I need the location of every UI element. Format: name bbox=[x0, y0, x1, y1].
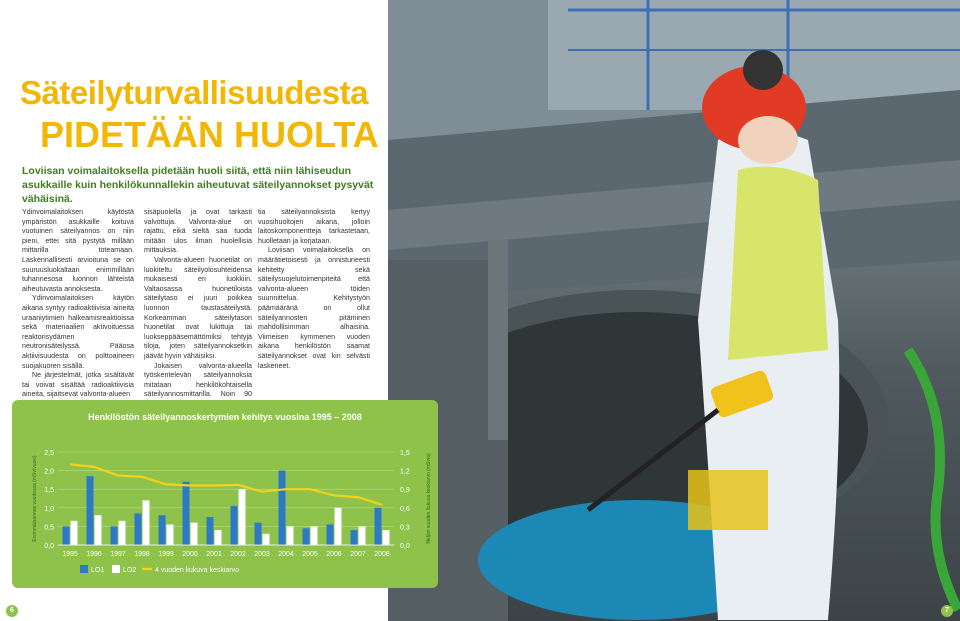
bar-lo2 bbox=[287, 526, 294, 545]
x-tick-label: 2000 bbox=[182, 551, 198, 558]
photo-illustration bbox=[388, 0, 960, 621]
bar-lo1 bbox=[255, 523, 262, 545]
x-tick-label: 1998 bbox=[134, 551, 150, 558]
bar-lo1 bbox=[351, 530, 358, 545]
legend-label-lo1: LO1 bbox=[91, 567, 105, 574]
bar-lo1 bbox=[231, 506, 238, 545]
bar-lo1 bbox=[327, 525, 334, 545]
bar-lo1 bbox=[159, 515, 166, 545]
bar-lo2 bbox=[215, 530, 222, 545]
bar-lo1 bbox=[135, 513, 142, 545]
x-tick-label: 2004 bbox=[278, 551, 294, 558]
bar-lo1 bbox=[63, 526, 70, 545]
x-tick-label: 1996 bbox=[86, 551, 102, 558]
x-tick-label: 1999 bbox=[158, 551, 174, 558]
y-tick-left: 1,0 bbox=[44, 505, 54, 513]
bar-lo2 bbox=[263, 534, 270, 545]
chart-title: Henkilöstön säteilyannoskertymien kehitys vuosina 1995 – 2008 bbox=[88, 412, 362, 422]
bar-lo1 bbox=[183, 482, 190, 545]
bar-lo2 bbox=[167, 525, 174, 545]
bar-lo2 bbox=[359, 526, 366, 545]
y-tick-right: 1,5 bbox=[400, 450, 410, 457]
bar-lo2 bbox=[191, 523, 198, 545]
legend-label-lo2: LO2 bbox=[123, 567, 137, 574]
bar-lo2 bbox=[335, 508, 342, 545]
x-tick-label: 2005 bbox=[302, 551, 318, 558]
y-tick-left: 0,5 bbox=[44, 524, 54, 532]
bar-lo2 bbox=[143, 500, 150, 545]
text-column-2 bbox=[144, 208, 252, 409]
paragraph: Jokaisen valvonta-alueella työskentelevän säteilyannoksia mitataan henkilökohtaisella säteilyannosmittarilla. Noin 90 bbox=[144, 361, 252, 399]
text-column-3 bbox=[258, 208, 370, 371]
x-tick-label: 2003 bbox=[254, 551, 270, 558]
legend-swatch-lo2 bbox=[112, 565, 120, 573]
y-tick-right: 0,3 bbox=[400, 524, 410, 532]
bar-lo1 bbox=[303, 528, 310, 545]
y-tick-left: 1,5 bbox=[44, 487, 54, 495]
page-number-right: 7 bbox=[941, 605, 953, 617]
y-tick-right: 0,9 bbox=[400, 487, 410, 495]
x-tick-label: 1997 bbox=[110, 551, 126, 558]
paragraph: tia säteilyannoksista kertyy vuosihuoltojen aikana, jolloin laitoskomponentteja tarkastetaan, huolletaan ja korjataan. bbox=[258, 208, 370, 245]
page-subtitle: PIDETÄÄN HUOLTA bbox=[40, 114, 379, 155]
bar-lo2 bbox=[119, 521, 126, 545]
chart-plot bbox=[12, 400, 438, 588]
legend-swatch-lo1 bbox=[80, 565, 88, 573]
bar-lo2 bbox=[71, 521, 78, 545]
paragraph: Ydinvoimalaitoksen käytön aikana syntyy radioaktiivisia aineita uraaniytimien halkeamisreaktioissa sekä materiaalien aktivoituessa reaktorisydämen neutronisäteilyssä. Pääosa aktiivisuudesta on polttoaineen suojakuoren sisällä. bbox=[22, 294, 134, 370]
x-tick-label: 2001 bbox=[206, 551, 222, 558]
y-tick-right: 0,6 bbox=[400, 505, 410, 513]
y-axis-label-left: Enimmäisannos vuodessa (mSv/vuosi) bbox=[32, 455, 38, 542]
dose-chart bbox=[12, 400, 438, 588]
y-tick-left: 2,5 bbox=[44, 450, 54, 457]
legend-label-average: 4 vuoden liukuva keskiarvo bbox=[155, 567, 240, 574]
bar-lo1 bbox=[279, 471, 286, 545]
page-number-left: 6 bbox=[6, 605, 18, 617]
x-tick-label: 1995 bbox=[62, 551, 78, 558]
y-tick-right: 0,0 bbox=[400, 543, 410, 550]
bar-lo1 bbox=[207, 517, 214, 545]
bar-lo2 bbox=[311, 526, 318, 545]
paragraph: Valvonta-alueen huonetilat on luokiteltu säteilyolosuhteidensa mukaisesti eri luokkiin. Valtaosassa huonetiloista säteilytaso ei juuri poikkea luonnon taustasäteilystä. Korkeamman säteilytason huonetilat ovat lukittuja tai luokseppääsemättömiksi tehtyjä tiloja, joten säteilyannoksetkin jäävät hyvin vähäisiksi. bbox=[144, 255, 252, 360]
bar-lo1 bbox=[87, 476, 94, 545]
y-axis-label-right: Neljän vuoden liukuva keskiarvo (mSv/a) bbox=[426, 453, 432, 544]
y-tick-left: 0,0 bbox=[44, 543, 54, 550]
x-tick-label: 2006 bbox=[326, 551, 342, 558]
lead-paragraph: Loviisan voimalaitoksella pidetään huoli siitä, että niin lähiseudun asukkaille kuin henkilökunnallekin aiheutuvat säteilyannokset pysyvät vähäisinä. bbox=[22, 165, 374, 205]
paragraph: Loviisan voimalaitoksella on määrätietoisesti ja onnistuneesti kehitetty sekä säteilysuojelutoimenpiteitä että valvonta-alueen töiden suunnittelua. Kehitystyön päämääränä on ollut säteilyannosten pitäminen mahdollisimman alhaisina. Viimeisen kymmenen vuoden aikana henkilöstön saamat säteilyannokset ovat kin selvästi laskeneet. bbox=[258, 246, 370, 370]
x-tick-label: 2008 bbox=[374, 551, 390, 558]
bar-lo2 bbox=[95, 515, 102, 545]
reactor-hall-photo bbox=[388, 0, 960, 621]
bar-lo1 bbox=[375, 508, 382, 545]
bar-lo1 bbox=[111, 526, 118, 545]
y-tick-left: 2,0 bbox=[44, 468, 54, 476]
paragraph: Ne järjestelmät, jotka sisältävät tai voivat sisältää radioaktiivisia aineita, sijaitsevat valvonta-alueen bbox=[22, 371, 134, 399]
paragraph: sisäpuolella ja ovat tarkasti valvottuja. Valvonta-alue on rajattu, eikä sieltä saa tuoda mitään ulos ilman huolellisia mittauksia. bbox=[144, 208, 252, 255]
x-tick-label: 2002 bbox=[230, 551, 246, 558]
y-tick-right: 1,2 bbox=[400, 468, 410, 476]
page-title: Säteilyturvallisuudesta bbox=[20, 74, 368, 111]
bar-lo2 bbox=[383, 530, 390, 545]
bar-lo2 bbox=[239, 489, 246, 545]
x-tick-label: 2007 bbox=[350, 551, 366, 558]
text-column-1 bbox=[22, 208, 134, 400]
paragraph: Ydinvoimalaitoksen käytöstä ympäristön asukkaille koituva vuotuinen säteilyannos on niin pieni, ettei sitä pystytä millään mittarilla toteamaan. Laskennallisesti arvioituna se on suuruusluokaltaan enimmillään tuhannesosa luonnon lähteistä aiheutuvasta annoksesta. bbox=[22, 208, 134, 293]
